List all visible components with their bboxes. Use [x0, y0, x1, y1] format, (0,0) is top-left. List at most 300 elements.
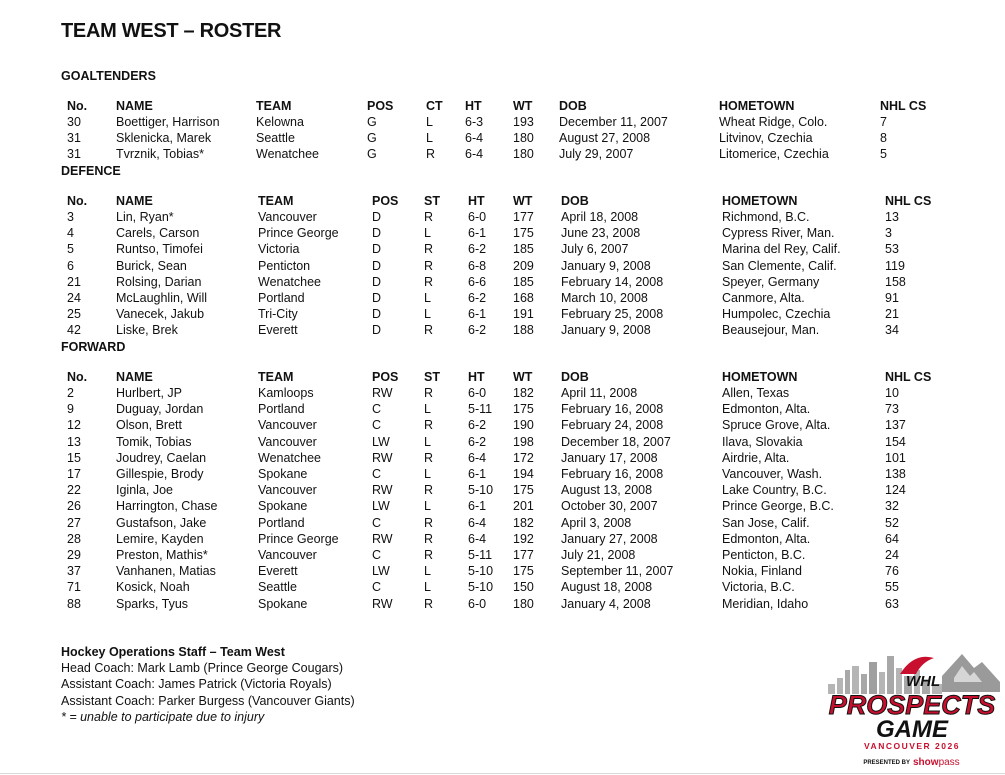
table-row — [0, 385, 1005, 401]
cell-name: Boettiger, Harrison — [116, 115, 220, 129]
cell-hometown: Beausejour, Man. — [722, 323, 820, 338]
cell-pos: C — [372, 418, 382, 433]
cell-team: Seattle — [256, 131, 295, 146]
cell-nhl-cs: 5 — [880, 147, 887, 162]
column-header-height: HT — [468, 194, 485, 208]
table-row — [0, 258, 1005, 274]
table-row — [0, 146, 1005, 162]
cell-pos: D — [372, 291, 382, 305]
cell-number: 9 — [67, 402, 74, 417]
cell-pos: C — [372, 515, 382, 530]
cell-nhl-cs: 138 — [885, 467, 906, 481]
cell-number: 28 — [67, 531, 81, 546]
cell-hand: L — [424, 226, 431, 241]
cell-team: Tri-City — [258, 307, 298, 322]
cell-name: Vanecek, Jakub — [116, 307, 205, 322]
cell-dob: January 27, 2008 — [561, 531, 658, 546]
column-header-nhl-cs: NHL CS — [885, 370, 932, 384]
cell-team: Portland — [258, 515, 305, 530]
column-header-dob: DOB — [561, 194, 589, 208]
goaltenders-section-label: GOALTENDERS — [61, 69, 156, 83]
cell-name: Burick, Sean — [116, 258, 187, 273]
logo-line1: PROSPECTS — [828, 690, 996, 720]
cell-hand: L — [424, 291, 431, 305]
cell-pos: D — [372, 258, 382, 273]
table-row — [0, 401, 1005, 417]
cell-dob: February 16, 2008 — [561, 402, 664, 417]
cell-height: 6-2 — [468, 418, 487, 433]
cell-pos: D — [372, 274, 382, 289]
cell-pos: G — [367, 131, 377, 146]
cell-weight: 175 — [513, 402, 534, 417]
cell-weight: 209 — [513, 258, 534, 273]
cell-number: 6 — [67, 258, 74, 273]
cell-number: 21 — [67, 274, 81, 289]
defence-section-label: DEFENCE — [61, 164, 121, 178]
table-row — [0, 579, 1005, 595]
forward-header-row — [0, 369, 1005, 385]
column-header-pos: POS — [367, 99, 394, 113]
column-header-height: HT — [468, 370, 485, 384]
cell-dob: April 11, 2008 — [561, 386, 638, 400]
cell-hometown: San Clemente, Calif. — [722, 258, 837, 273]
cell-nhl-cs: 119 — [885, 258, 905, 273]
cell-number: 5 — [67, 242, 74, 257]
cell-height: 6-0 — [468, 596, 487, 611]
cell-nhl-cs: 101 — [885, 450, 906, 465]
cell-name: Tomik, Tobias — [116, 434, 192, 449]
cell-height: 6-2 — [468, 242, 487, 257]
cell-dob: February 25, 2008 — [561, 307, 664, 322]
column-header-name: NAME — [116, 194, 153, 208]
cell-team: Vancouver — [258, 548, 317, 562]
goaltenders-header-row — [0, 98, 1005, 114]
cell-dob: August 13, 2008 — [561, 483, 653, 498]
cell-number: 71 — [67, 580, 81, 595]
cell-pos: C — [372, 548, 382, 562]
cell-height: 6-1 — [468, 307, 487, 322]
cell-nhl-cs: 7 — [880, 115, 887, 129]
cell-team: Portland — [258, 402, 305, 417]
cell-name: Preston, Mathis* — [116, 548, 208, 562]
table-row — [0, 130, 1005, 146]
cell-height: 6-0 — [468, 386, 487, 400]
cell-hometown: Spruce Grove, Alta. — [722, 418, 831, 433]
cell-number: 13 — [67, 434, 81, 449]
cell-hometown: Edmonton, Alta. — [722, 531, 811, 546]
cell-name: Joudrey, Caelan — [116, 450, 207, 465]
cell-hand: R — [424, 258, 434, 273]
cell-height: 6-2 — [468, 323, 487, 338]
cell-nhl-cs: 55 — [885, 580, 899, 595]
cell-team: Vancouver — [258, 483, 317, 498]
column-header-number: No. — [67, 99, 88, 113]
column-header-name: NAME — [116, 99, 153, 113]
cell-name: Harrington, Chase — [116, 499, 218, 514]
cell-weight: 191 — [513, 307, 534, 322]
cell-hand: R — [424, 515, 434, 530]
cell-nhl-cs: 10 — [885, 386, 899, 400]
logo-line2: GAME — [876, 716, 948, 743]
cell-number: 22 — [67, 483, 81, 498]
cell-hometown: Victoria, B.C. — [722, 580, 795, 595]
column-header-number: No. — [67, 370, 88, 384]
cell-pos: D — [372, 242, 382, 257]
table-row — [0, 209, 1005, 225]
cell-hand: L — [424, 580, 431, 595]
cell-name: Vanhanen, Matias — [116, 564, 216, 579]
cell-height: 6-4 — [465, 131, 484, 146]
cell-nhl-cs: 63 — [885, 596, 899, 611]
cell-hand: R — [424, 323, 434, 338]
cell-nhl-cs: 21 — [885, 307, 899, 322]
cell-number: 31 — [67, 131, 81, 146]
table-row — [0, 241, 1005, 257]
table-row — [0, 515, 1005, 531]
cell-name: Duguay, Jordan — [116, 402, 204, 417]
table-row — [0, 563, 1005, 579]
injury-note: * = unable to participate due to injury — [61, 709, 265, 724]
cell-nhl-cs: 73 — [885, 402, 899, 417]
forward-section-label: FORWARD — [61, 340, 126, 354]
defence-header-row — [0, 193, 1005, 209]
cell-weight: 177 — [513, 548, 534, 562]
cell-pos: RW — [372, 386, 393, 400]
cell-team: Spokane — [258, 596, 308, 611]
table-row — [0, 596, 1005, 612]
cell-nhl-cs: 53 — [885, 242, 899, 257]
cell-hometown: Penticton, B.C. — [722, 548, 806, 562]
cell-dob: January 9, 2008 — [561, 323, 651, 338]
column-header-team: TEAM — [256, 99, 292, 113]
cell-hometown: Meridian, Idaho — [722, 596, 809, 611]
logo-league: WHL — [906, 673, 941, 690]
cell-name: Rolsing, Darian — [116, 274, 202, 289]
cell-pos: D — [372, 307, 382, 322]
cell-dob: December 11, 2007 — [559, 115, 668, 129]
cell-number: 31 — [67, 147, 81, 162]
cell-name: McLaughlin, Will — [116, 291, 208, 305]
cell-pos: D — [372, 226, 382, 241]
cell-weight: 201 — [513, 499, 534, 514]
cell-nhl-cs: 76 — [885, 564, 899, 579]
cell-hand: R — [424, 210, 434, 224]
cell-nhl-cs: 154 — [885, 434, 906, 449]
cell-dob: January 9, 2008 — [561, 258, 651, 273]
cell-team: Vancouver — [258, 418, 317, 433]
cell-hand: R — [424, 548, 434, 562]
head-coach-line: Head Coach: Mark Lamb (Prince George Cougars) — [61, 661, 344, 676]
cell-name: Tvrznik, Tobias* — [116, 147, 204, 162]
cell-hand: L — [426, 115, 433, 129]
sponsor-bold: show — [913, 757, 939, 768]
page-bottom-rule — [0, 773, 1005, 774]
cell-hand: R — [426, 147, 436, 162]
cell-hand: L — [426, 131, 433, 146]
cell-team: Kamloops — [258, 386, 314, 400]
column-header-nhl-cs: NHL CS — [880, 99, 927, 113]
cell-team: Prince George — [258, 226, 339, 241]
cell-name: Carels, Carson — [116, 226, 200, 241]
staff-title: Hockey Operations Staff – Team West — [61, 645, 285, 659]
cell-nhl-cs: 34 — [885, 323, 899, 338]
cell-pos: C — [372, 580, 382, 595]
cell-pos: LW — [372, 499, 390, 514]
cell-weight: 190 — [513, 418, 534, 433]
cell-height: 5-11 — [468, 402, 493, 417]
cell-hand: L — [424, 402, 431, 417]
table-row — [0, 466, 1005, 482]
cell-height: 5-10 — [468, 483, 494, 498]
cell-weight: 175 — [513, 226, 534, 241]
cell-hand: R — [424, 274, 434, 289]
cell-weight: 175 — [513, 483, 534, 498]
cell-hand: R — [424, 418, 434, 433]
sponsor-light: pass — [938, 757, 960, 768]
cell-hometown: Humpolec, Czechia — [722, 307, 831, 322]
cell-number: 17 — [67, 467, 81, 481]
column-header-number: No. — [67, 194, 88, 208]
cell-number: 30 — [67, 115, 81, 129]
column-header-weight: WT — [513, 99, 533, 113]
cell-dob: March 10, 2008 — [561, 291, 648, 305]
cell-height: 6-4 — [468, 515, 487, 530]
cell-name: Liske, Brek — [116, 323, 178, 338]
table-row — [0, 225, 1005, 241]
cell-nhl-cs: 64 — [885, 531, 899, 546]
cell-hometown: Wheat Ridge, Colo. — [719, 115, 828, 129]
table-row — [0, 434, 1005, 450]
cell-height: 6-2 — [468, 434, 487, 449]
cell-dob: February 14, 2008 — [561, 274, 664, 289]
table-row — [0, 531, 1005, 547]
cell-weight: 168 — [513, 291, 534, 305]
table-row — [0, 274, 1005, 290]
cell-hometown: Marina del Rey, Calif. — [722, 242, 841, 257]
cell-hand: L — [424, 467, 431, 481]
cell-number: 12 — [67, 418, 81, 433]
column-header-weight: WT — [513, 194, 533, 208]
cell-hometown: Speyer, Germany — [722, 274, 820, 289]
cell-hometown: Richmond, B.C. — [722, 210, 810, 224]
column-header-hometown: HOMETOWN — [719, 99, 795, 113]
column-header-name: NAME — [116, 370, 153, 384]
cell-number: 2 — [67, 386, 74, 400]
cell-hometown: Allen, Texas — [722, 386, 790, 400]
cell-weight: 182 — [513, 386, 534, 400]
cell-name: Runtso, Timofei — [116, 242, 203, 257]
cell-number: 26 — [67, 499, 81, 514]
column-header-pos: POS — [372, 194, 399, 208]
cell-hand: L — [424, 499, 431, 514]
cell-number: 15 — [67, 450, 81, 465]
cell-height: 6-3 — [465, 115, 484, 129]
cell-team: Victoria — [258, 242, 300, 257]
cell-nhl-cs: 8 — [880, 131, 887, 146]
cell-name: Gillespie, Brody — [116, 467, 204, 481]
cell-height: 5-10 — [468, 580, 494, 595]
cell-pos: C — [372, 402, 382, 417]
cell-weight: 180 — [513, 147, 534, 162]
cell-hometown: Prince George, B.C. — [722, 499, 834, 514]
cell-number: 3 — [67, 210, 74, 224]
logo-presented-by: PRESENTED BY — [863, 760, 910, 766]
cell-weight: 192 — [513, 531, 534, 546]
table-row — [0, 322, 1005, 338]
cell-weight: 182 — [513, 515, 534, 530]
cell-team: Portland — [258, 291, 305, 305]
table-row — [0, 114, 1005, 130]
cell-dob: January 17, 2008 — [561, 450, 658, 465]
column-header-dob: DOB — [559, 99, 587, 113]
cell-height: 5-10 — [468, 564, 494, 579]
cell-height: 6-4 — [468, 531, 487, 546]
cell-dob: August 27, 2008 — [559, 131, 651, 146]
cell-team: Everett — [258, 564, 298, 579]
cell-team: Wenatchee — [258, 450, 322, 465]
cell-hometown: Nokia, Finland — [722, 564, 802, 579]
cell-number: 27 — [67, 515, 81, 530]
cell-pos: G — [367, 115, 377, 129]
cell-nhl-cs: 13 — [885, 210, 899, 224]
cell-height: 6-4 — [468, 450, 487, 465]
column-header-hand: ST — [424, 370, 440, 384]
column-header-dob: DOB — [561, 370, 589, 384]
cell-dob: October 30, 2007 — [561, 499, 658, 514]
column-header-hand: ST — [424, 194, 440, 208]
cell-team: Kelowna — [256, 115, 304, 129]
table-row — [0, 450, 1005, 466]
cell-height: 6-1 — [468, 467, 487, 481]
cell-pos: G — [367, 147, 377, 162]
cell-hometown: Ilava, Slovakia — [722, 434, 803, 449]
cell-name: Lin, Ryan* — [116, 210, 174, 224]
cell-team: Wenatchee — [258, 274, 322, 289]
cell-height: 6-6 — [468, 274, 487, 289]
prospects-game-logo — [822, 648, 1002, 770]
table-row — [0, 306, 1005, 322]
cell-number: 4 — [67, 226, 74, 241]
staff-block — [61, 644, 355, 725]
cell-weight: 198 — [513, 434, 534, 449]
sponsor-wordmark — [913, 757, 960, 768]
cell-weight: 185 — [513, 274, 534, 289]
cell-hand: R — [424, 531, 434, 546]
cell-weight: 180 — [513, 596, 534, 611]
cell-hometown: Litvinov, Czechia — [719, 131, 813, 146]
cell-height: 6-1 — [468, 226, 487, 241]
cell-team: Vancouver — [258, 434, 317, 449]
logo-city: VANCOUVER 2026 — [864, 741, 960, 751]
cell-team: Everett — [258, 323, 298, 338]
cell-dob: April 3, 2008 — [561, 515, 632, 530]
cell-pos: RW — [372, 531, 393, 546]
cell-dob: August 18, 2008 — [561, 580, 653, 595]
cell-team: Vancouver — [258, 210, 317, 224]
cell-nhl-cs: 158 — [885, 274, 906, 289]
cell-number: 37 — [67, 564, 81, 579]
cell-weight: 193 — [513, 115, 534, 129]
table-row — [0, 417, 1005, 433]
cell-height: 5-11 — [468, 548, 493, 562]
cell-pos: LW — [372, 434, 390, 449]
cell-dob: July 29, 2007 — [559, 147, 634, 162]
cell-name: Hurlbert, JP — [116, 386, 182, 400]
cell-weight: 177 — [513, 210, 534, 224]
cell-dob: July 6, 2007 — [561, 242, 629, 257]
table-row — [0, 482, 1005, 498]
column-header-team: TEAM — [258, 370, 294, 384]
cell-hometown: Cypress River, Man. — [722, 226, 835, 241]
cell-team: Spokane — [258, 499, 308, 514]
cell-hand: L — [424, 307, 431, 322]
cell-height: 6-8 — [468, 258, 487, 273]
column-header-weight: WT — [513, 370, 533, 384]
cell-nhl-cs: 24 — [885, 548, 899, 562]
cell-team: Prince George — [258, 531, 339, 546]
cell-dob: December 18, 2007 — [561, 434, 671, 449]
cell-height: 6-1 — [468, 499, 487, 514]
cell-dob: February 16, 2008 — [561, 467, 664, 481]
cell-name: Lemire, Kayden — [116, 531, 204, 546]
cell-hand: R — [424, 483, 434, 498]
cell-dob: September 11, 2007 — [561, 564, 674, 579]
column-header-team: TEAM — [258, 194, 294, 208]
cell-dob: January 4, 2008 — [561, 596, 651, 611]
cell-number: 42 — [67, 323, 81, 338]
column-header-hometown: HOMETOWN — [722, 194, 798, 208]
table-row — [0, 547, 1005, 563]
cell-nhl-cs: 91 — [885, 291, 899, 305]
column-header-hand: CT — [426, 99, 443, 113]
cell-weight: 175 — [513, 564, 534, 579]
cell-number: 29 — [67, 548, 81, 562]
table-row — [0, 290, 1005, 306]
cell-hand: L — [424, 564, 431, 579]
cell-hometown: Vancouver, Wash. — [722, 467, 823, 481]
cell-hometown: Lake Country, B.C. — [722, 483, 827, 498]
cell-number: 88 — [67, 596, 81, 611]
cell-pos: C — [372, 467, 382, 481]
cell-pos: LW — [372, 564, 390, 579]
cell-hand: R — [424, 242, 434, 257]
cell-nhl-cs: 3 — [885, 226, 892, 241]
cell-hometown: Edmonton, Alta. — [722, 402, 811, 417]
column-header-hometown: HOMETOWN — [722, 370, 798, 384]
cell-hand: R — [424, 386, 434, 400]
cell-name: Iginla, Joe — [116, 483, 173, 498]
cell-pos: RW — [372, 483, 393, 498]
cell-weight: 185 — [513, 242, 534, 257]
cell-team: Wenatchee — [256, 147, 320, 162]
cell-nhl-cs: 52 — [885, 515, 899, 530]
cell-hometown: Litomerice, Czechia — [719, 147, 829, 162]
cell-name: Olson, Brett — [116, 418, 182, 433]
cell-name: Gustafson, Jake — [116, 515, 207, 530]
cell-nhl-cs: 32 — [885, 499, 899, 514]
table-row — [0, 498, 1005, 514]
cell-weight: 172 — [513, 450, 534, 465]
cell-number: 25 — [67, 307, 81, 322]
cell-hand: R — [424, 596, 434, 611]
cell-dob: February 24, 2008 — [561, 418, 664, 433]
column-header-height: HT — [465, 99, 482, 113]
cell-name: Sklenicka, Marek — [116, 131, 212, 146]
assistant-coach-line: Assistant Coach: James Patrick (Victoria Royals) — [61, 677, 332, 692]
cell-name: Kosick, Noah — [116, 580, 190, 595]
cell-hometown: Canmore, Alta. — [722, 291, 805, 305]
cell-weight: 194 — [513, 467, 534, 481]
